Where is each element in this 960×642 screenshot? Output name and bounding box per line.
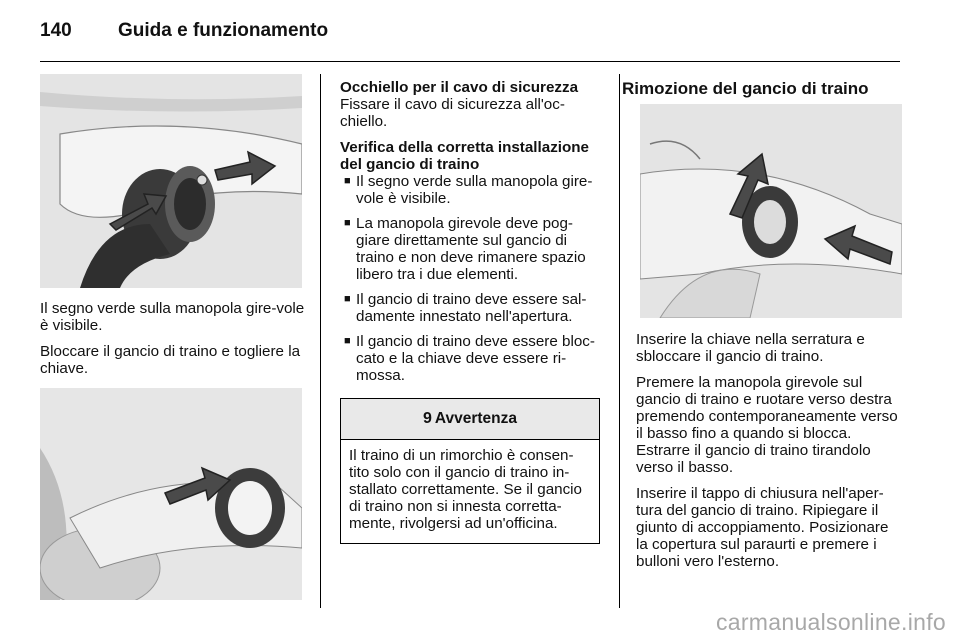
warning-box	[340, 398, 600, 544]
list-item	[340, 291, 602, 325]
bullet-text: La manopola girevole deve pog-giare direttamente sul gancio di traino e non deve rimanere spazio libero tra i due elementi.	[356, 215, 586, 283]
page-number: 140	[40, 20, 72, 41]
bullet-text: Il segno verde sulla manopola gire-vole è visibile.	[356, 173, 593, 207]
warning-title: Avvertenza	[434, 410, 518, 427]
check-heading: Verifica della corretta installazione del gancio di traino	[340, 139, 590, 173]
illustration-tow-hook-knob	[40, 74, 302, 288]
removal-drawing	[640, 104, 902, 318]
removal-step-3: Inserire il tappo di chiusura nell'aper-tura del gancio di traino. Ripiegare il giunto di accoppiamento. Posizionare la copertura sul paraurti e premere i bulloni vero l'esterno.	[636, 485, 889, 570]
warning-text: Il traino di un rimorchio è consen-tito solo con il gancio di traino in-stallato correttamente. Se il gancio di traino non si innesta corretta-mente, rivolgersi ad un'officina.	[349, 447, 582, 532]
column-divider-left	[320, 74, 321, 608]
illustration-lock-key	[40, 388, 302, 600]
lock-key-drawing	[40, 388, 302, 600]
list-item	[340, 215, 602, 283]
bullet-square-icon: ■	[344, 175, 351, 187]
bullet-square-icon: ■	[344, 293, 351, 305]
bullet-text: Il gancio di traino deve essere sal-damente innestato nell'apertura.	[356, 291, 587, 325]
eye-text: Fissare il cavo di sicurezza all'oc-chiello.	[340, 96, 565, 130]
bullet-square-icon: ■	[344, 335, 351, 347]
caption-lock-hook: Bloccare il gancio di traino e togliere la chiave.	[40, 343, 301, 377]
list-item	[340, 173, 602, 207]
list-item	[340, 333, 602, 384]
eye-heading: Occhiello per il cavo di sicurezza	[340, 79, 579, 96]
removal-heading: Rimozione del gancio di traino	[622, 79, 869, 98]
caption-green-mark: Il segno verde sulla manopola gire-vole è visibile.	[40, 300, 305, 334]
warning-triangle-icon: 9	[422, 410, 432, 427]
warning-header	[341, 399, 599, 440]
tow-hook-knob-drawing	[40, 74, 302, 288]
removal-step-1: Inserire la chiave nella serratura e sbloccare il gancio di traino.	[636, 331, 865, 365]
column-divider-right	[619, 74, 620, 608]
watermark: carmanualsonline.info	[715, 609, 946, 635]
check-bullet-list	[340, 173, 602, 384]
left-caption-block	[40, 300, 310, 386]
header-rule	[40, 61, 900, 62]
middle-text-block	[340, 79, 602, 392]
right-text-block	[636, 331, 904, 579]
bullet-square-icon: ■	[344, 217, 351, 229]
page-title: Guida e funzionamento	[118, 20, 329, 41]
illustration-removal	[640, 104, 902, 318]
bullet-text: Il gancio di traino deve essere bloc-cato e la chiave deve essere ri-mossa.	[356, 333, 595, 384]
removal-step-2: Premere la manopola girevole sul gancio di traino e ruotare verso destra premendo contemporaneamente verso il basso fino a quando si blocca. Estrarre il gancio di traino tirandolo verso il basso.	[636, 374, 898, 476]
